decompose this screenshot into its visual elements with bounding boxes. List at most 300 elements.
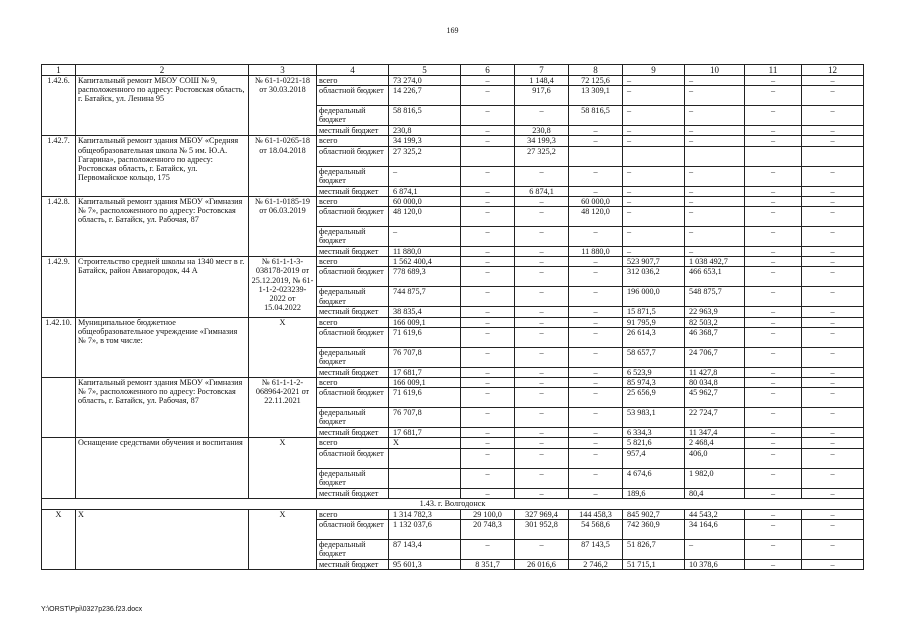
value-cell: – xyxy=(569,377,623,387)
funding-source-label: областной бюджет xyxy=(317,207,389,227)
value-cell: – xyxy=(745,76,802,86)
value-cell: – xyxy=(685,86,745,106)
value-cell: – xyxy=(461,428,515,438)
value-cell: 80 034,8 xyxy=(685,377,745,387)
value-cell: 26 016,6 xyxy=(515,559,569,569)
funding-source-label: федеральный бюджет xyxy=(317,227,389,247)
value-cell: – xyxy=(515,317,569,327)
value-cell: 22 963,9 xyxy=(685,307,745,317)
value-cell: 301 952,8 xyxy=(515,519,569,539)
item-document: № 61-1-0265-18 от 18.04.2018 xyxy=(249,136,317,196)
item-name: Капитальный ремонт здания МБОУ «Гимназия № 7», расположенного по адресу: Ростовская область, г. Батайск, ул. Рабочая, 87 xyxy=(76,377,249,437)
value-cell: – xyxy=(569,428,623,438)
value-cell: – xyxy=(802,468,864,488)
value-cell: 54 568,6 xyxy=(569,519,623,539)
value-cell: 2 746,2 xyxy=(569,559,623,569)
value-cell: – xyxy=(461,468,515,488)
value-cell: – xyxy=(461,287,515,307)
value-cell: – xyxy=(802,136,864,146)
value-cell: – xyxy=(569,186,623,196)
value-cell: 548 875,7 xyxy=(685,287,745,307)
value-cell: 6 334,3 xyxy=(623,428,685,438)
value-cell: 17 681,7 xyxy=(389,428,461,438)
funding-source-label: всего xyxy=(317,76,389,86)
value-cell: – xyxy=(515,307,569,317)
value-cell: – xyxy=(461,207,515,227)
value-cell: 5 821,6 xyxy=(623,438,685,448)
value-cell: – xyxy=(461,227,515,247)
value-cell: – xyxy=(461,196,515,206)
value-cell: – xyxy=(623,106,685,126)
value-cell: 1 148,4 xyxy=(515,76,569,86)
value-cell: – xyxy=(515,377,569,387)
value-cell: – xyxy=(802,76,864,86)
value-cell: – xyxy=(515,196,569,206)
value-cell: – xyxy=(569,257,623,267)
value-cell: 58 816,5 xyxy=(389,106,461,126)
column-header: 5 xyxy=(389,65,461,76)
value-cell: 1 314 782,3 xyxy=(389,509,461,519)
value-cell: – xyxy=(802,388,864,408)
value-cell: – xyxy=(623,136,685,146)
item-document: X xyxy=(249,438,317,498)
value-cell xyxy=(569,146,623,166)
item-document: X xyxy=(249,317,317,377)
item-number xyxy=(42,377,76,437)
value-cell: – xyxy=(569,126,623,136)
column-header: 8 xyxy=(569,65,623,76)
value-cell: – xyxy=(802,207,864,227)
value-cell: – xyxy=(515,327,569,347)
value-cell: – xyxy=(802,367,864,377)
value-cell: – xyxy=(461,267,515,287)
table-row xyxy=(42,438,864,448)
item-name: X xyxy=(76,509,249,569)
value-cell: – xyxy=(685,207,745,227)
funding-source-label: областной бюджет xyxy=(317,519,389,539)
value-cell: 44 543,2 xyxy=(685,509,745,519)
funding-source-label: всего xyxy=(317,317,389,327)
value-cell: 85 974,3 xyxy=(623,377,685,387)
value-cell: 4 674,6 xyxy=(623,468,685,488)
value-cell: – xyxy=(461,136,515,146)
value-cell: 6 523,9 xyxy=(623,367,685,377)
value-cell: – xyxy=(745,317,802,327)
value-cell: – xyxy=(802,186,864,196)
funding-source-label: областной бюджет xyxy=(317,146,389,166)
value-cell: 76 707,8 xyxy=(389,347,461,367)
value-cell: – xyxy=(745,377,802,387)
item-name: Капитальный ремонт МБОУ СОШ № 9, расположенного по адресу: Ростовская область, г. Батайск, ул. Ленина 95 xyxy=(76,76,249,136)
value-cell: – xyxy=(569,488,623,498)
value-cell: 34 199,3 xyxy=(389,136,461,146)
value-cell: – xyxy=(745,347,802,367)
item-number: 1.42.8. xyxy=(42,196,76,256)
funding-source-label: всего xyxy=(317,257,389,267)
value-cell: 46 368,7 xyxy=(685,327,745,347)
value-cell: – xyxy=(515,247,569,257)
column-header: 2 xyxy=(76,65,249,76)
column-header-row xyxy=(42,65,864,76)
funding-source-label: всего xyxy=(317,438,389,448)
value-cell: – xyxy=(802,287,864,307)
item-number: 1.42.10. xyxy=(42,317,76,377)
funding-source-label: местный бюджет xyxy=(317,488,389,498)
funding-source-label: всего xyxy=(317,377,389,387)
value-cell: – xyxy=(745,166,802,186)
value-cell: 48 120,0 xyxy=(569,207,623,227)
column-header: 4 xyxy=(317,65,389,76)
value-cell: – xyxy=(745,126,802,136)
value-cell: 91 795,9 xyxy=(623,317,685,327)
value-cell: – xyxy=(515,488,569,498)
value-cell: 327 969,4 xyxy=(515,509,569,519)
value-cell: 8 351,7 xyxy=(461,559,515,569)
value-cell: – xyxy=(461,539,515,559)
value-cell: – xyxy=(685,227,745,247)
value-cell: 230,8 xyxy=(515,126,569,136)
funding-source-label: федеральный бюджет xyxy=(317,408,389,428)
value-cell: – xyxy=(461,86,515,106)
value-cell: – xyxy=(745,519,802,539)
value-cell: 15 871,5 xyxy=(623,307,685,317)
column-header: 11 xyxy=(745,65,802,76)
value-cell: – xyxy=(515,367,569,377)
value-cell: – xyxy=(685,539,745,559)
funding-source-label: областной бюджет xyxy=(317,267,389,287)
value-cell: – xyxy=(685,136,745,146)
value-cell: – xyxy=(461,448,515,468)
value-cell: – xyxy=(569,307,623,317)
value-cell: 60 000,0 xyxy=(389,196,461,206)
value-cell: 95 601,3 xyxy=(389,559,461,569)
value-cell: 466 653,1 xyxy=(685,267,745,287)
value-cell: – xyxy=(802,559,864,569)
value-cell: – xyxy=(745,186,802,196)
value-cell: – xyxy=(569,448,623,468)
value-cell: 13 309,1 xyxy=(569,86,623,106)
value-cell: – xyxy=(515,287,569,307)
value-cell: – xyxy=(569,367,623,377)
value-cell: 34 199,3 xyxy=(515,136,569,146)
value-cell: – xyxy=(745,428,802,438)
value-cell: – xyxy=(569,347,623,367)
value-cell xyxy=(685,146,745,166)
item-name: Капитальный ремонт здания МБОУ «Средняя общеобразовательная школа № 5 им. Ю.А. Гагарина», расположенного по адресу: Ростовская область, г. Батайск, ул. Первомайское кольцо, 175 xyxy=(76,136,249,196)
value-cell: – xyxy=(461,247,515,257)
funding-source-label: всего xyxy=(317,509,389,519)
value-cell: – xyxy=(515,227,569,247)
value-cell: – xyxy=(745,559,802,569)
item-document: № 61-1-1-2-068964-2021 от 22.11.2021 xyxy=(249,377,317,437)
value-cell: – xyxy=(802,509,864,519)
funding-source-label: местный бюджет xyxy=(317,367,389,377)
value-cell: – xyxy=(745,327,802,347)
funding-source-label: федеральный бюджет xyxy=(317,106,389,126)
item-name: Муниципальное бюджетное общеобразовательное учреждение «Гимназия № 7», в том числе: xyxy=(76,317,249,377)
funding-source-label: местный бюджет xyxy=(317,559,389,569)
value-cell: 51 826,7 xyxy=(623,539,685,559)
value-cell: 1 982,0 xyxy=(685,468,745,488)
value-cell: – xyxy=(802,166,864,186)
value-cell: – xyxy=(802,327,864,347)
footer-file-path: Y:\ORST\Ppi\0327p236.f23.docx xyxy=(41,606,143,613)
value-cell: – xyxy=(745,106,802,126)
value-cell: – xyxy=(461,186,515,196)
value-cell: – xyxy=(569,136,623,146)
value-cell: – xyxy=(802,519,864,539)
value-cell: – xyxy=(389,166,461,186)
value-cell: – xyxy=(802,196,864,206)
value-cell: – xyxy=(802,428,864,438)
value-cell: 53 983,1 xyxy=(623,408,685,428)
value-cell: – xyxy=(745,388,802,408)
value-cell: 196 000,0 xyxy=(623,287,685,307)
value-cell: 72 125,6 xyxy=(569,76,623,86)
value-cell: 29 100,0 xyxy=(461,509,515,519)
value-cell: – xyxy=(685,247,745,257)
value-cell: – xyxy=(515,408,569,428)
column-header: 10 xyxy=(685,65,745,76)
value-cell: 1 132 037,6 xyxy=(389,519,461,539)
value-cell: – xyxy=(515,448,569,468)
value-cell: 189,6 xyxy=(623,488,685,498)
value-cell: – xyxy=(745,367,802,377)
value-cell: – xyxy=(623,166,685,186)
value-cell: – xyxy=(623,207,685,227)
value-cell: X xyxy=(389,438,461,448)
page-number: 169 xyxy=(446,26,459,35)
value-cell: 406,0 xyxy=(685,448,745,468)
item-name: Оснащение средствами обучения и воспитания xyxy=(76,438,249,498)
value-cell: – xyxy=(802,377,864,387)
column-header: 12 xyxy=(802,65,864,76)
value-cell: 312 036,2 xyxy=(623,267,685,287)
value-cell: 11 427,8 xyxy=(685,367,745,377)
value-cell: – xyxy=(461,166,515,186)
value-cell: – xyxy=(569,317,623,327)
value-cell: – xyxy=(745,438,802,448)
value-cell: 11 880,0 xyxy=(569,247,623,257)
item-document: № 61-1-0185-19 от 06.03.2019 xyxy=(249,196,317,256)
value-cell: 73 274,0 xyxy=(389,76,461,86)
value-cell xyxy=(745,146,802,166)
value-cell: – xyxy=(515,257,569,267)
value-cell: – xyxy=(685,186,745,196)
column-header: 9 xyxy=(623,65,685,76)
value-cell: 24 706,7 xyxy=(685,347,745,367)
funding-source-label: областной бюджет xyxy=(317,327,389,347)
value-cell: – xyxy=(802,408,864,428)
value-cell: 230,8 xyxy=(389,126,461,136)
value-cell: – xyxy=(515,207,569,227)
funding-source-label: федеральный бюджет xyxy=(317,539,389,559)
value-cell: – xyxy=(802,539,864,559)
value-cell: – xyxy=(461,367,515,377)
funding-source-label: местный бюджет xyxy=(317,126,389,136)
funding-source-label: областной бюджет xyxy=(317,86,389,106)
value-cell: – xyxy=(745,257,802,267)
column-header: 1 xyxy=(42,65,76,76)
value-cell: – xyxy=(802,438,864,448)
value-cell: – xyxy=(569,438,623,448)
value-cell: – xyxy=(623,76,685,86)
value-cell xyxy=(389,468,461,488)
value-cell: – xyxy=(685,166,745,186)
value-cell: 87 143,4 xyxy=(389,539,461,559)
item-document: X xyxy=(249,509,317,569)
value-cell: – xyxy=(515,267,569,287)
funding-source-label: федеральный бюджет xyxy=(317,166,389,186)
value-cell: – xyxy=(745,247,802,257)
value-cell: 166 009,1 xyxy=(389,317,461,327)
section-row xyxy=(42,498,864,509)
value-cell: 917,6 xyxy=(515,86,569,106)
funding-source-label: местный бюджет xyxy=(317,186,389,196)
value-cell: – xyxy=(623,126,685,136)
section-title: 1.43. г. Волгодонск xyxy=(42,498,864,509)
value-cell: – xyxy=(389,227,461,247)
table-row xyxy=(42,76,864,86)
value-cell: 22 724,7 xyxy=(685,408,745,428)
value-cell: 25 656,9 xyxy=(623,388,685,408)
item-number: X xyxy=(42,509,76,569)
value-cell: 957,4 xyxy=(623,448,685,468)
value-cell: 523 907,7 xyxy=(623,257,685,267)
value-cell: 1 562 400,4 xyxy=(389,257,461,267)
value-cell: – xyxy=(515,106,569,126)
funding-source-label: всего xyxy=(317,136,389,146)
funding-source-label: областной бюджет xyxy=(317,448,389,468)
value-cell: – xyxy=(461,126,515,136)
value-cell: – xyxy=(569,166,623,186)
funding-source-label: всего xyxy=(317,196,389,206)
value-cell: 82 503,2 xyxy=(685,317,745,327)
value-cell: – xyxy=(745,509,802,519)
value-cell: – xyxy=(685,196,745,206)
value-cell: – xyxy=(745,539,802,559)
column-header: 6 xyxy=(461,65,515,76)
value-cell: – xyxy=(802,257,864,267)
value-cell: – xyxy=(802,317,864,327)
value-cell: – xyxy=(569,287,623,307)
value-cell: – xyxy=(461,408,515,428)
item-number: 1.42.9. xyxy=(42,257,76,317)
value-cell: – xyxy=(745,86,802,106)
value-cell: – xyxy=(461,257,515,267)
value-cell: 60 000,0 xyxy=(569,196,623,206)
value-cell: 20 748,3 xyxy=(461,519,515,539)
funding-source-label: областной бюджет xyxy=(317,388,389,408)
value-cell: 744 875,7 xyxy=(389,287,461,307)
funding-source-label: федеральный бюджет xyxy=(317,347,389,367)
value-cell: – xyxy=(685,126,745,136)
value-cell: – xyxy=(461,377,515,387)
value-cell: – xyxy=(461,327,515,347)
funding-source-label: местный бюджет xyxy=(317,307,389,317)
item-number: 1.42.6. xyxy=(42,76,76,136)
value-cell: – xyxy=(515,347,569,367)
value-cell: – xyxy=(623,247,685,257)
value-cell: 80,4 xyxy=(685,488,745,498)
funding-source-label: местный бюджет xyxy=(317,247,389,257)
value-cell: – xyxy=(569,267,623,287)
value-cell: – xyxy=(461,488,515,498)
value-cell: – xyxy=(802,267,864,287)
item-name: Капитальный ремонт здания МБОУ «Гимназия № 7», расположенного по адресу: Ростовская область, г. Батайск, ул. Рабочая, 87 xyxy=(76,196,249,256)
value-cell: 58 657,7 xyxy=(623,347,685,367)
value-cell: – xyxy=(623,227,685,247)
value-cell: – xyxy=(802,448,864,468)
value-cell: 6 874,1 xyxy=(515,186,569,196)
value-cell: 10 378,6 xyxy=(685,559,745,569)
value-cell: – xyxy=(745,408,802,428)
value-cell: – xyxy=(802,347,864,367)
value-cell: – xyxy=(515,438,569,448)
value-cell: 87 143,5 xyxy=(569,539,623,559)
value-cell: 11 880,0 xyxy=(389,247,461,257)
value-cell: – xyxy=(569,468,623,488)
value-cell: – xyxy=(623,86,685,106)
value-cell: – xyxy=(569,388,623,408)
value-cell: – xyxy=(461,388,515,408)
value-cell: – xyxy=(515,468,569,488)
value-cell: 845 902,7 xyxy=(623,509,685,519)
value-cell: – xyxy=(685,76,745,86)
value-cell: 778 689,3 xyxy=(389,267,461,287)
table-row xyxy=(42,196,864,206)
value-cell: 51 715,1 xyxy=(623,559,685,569)
budget-table xyxy=(41,64,864,570)
value-cell xyxy=(802,146,864,166)
funding-source-label: федеральный бюджет xyxy=(317,468,389,488)
value-cell: 71 619,6 xyxy=(389,327,461,347)
value-cell: – xyxy=(461,438,515,448)
value-cell: – xyxy=(802,126,864,136)
value-cell: – xyxy=(802,488,864,498)
column-header: 3 xyxy=(249,65,317,76)
value-cell: 17 681,7 xyxy=(389,367,461,377)
value-cell: – xyxy=(569,227,623,247)
value-cell: – xyxy=(685,106,745,126)
value-cell: 38 835,4 xyxy=(389,307,461,317)
value-cell: 76 707,8 xyxy=(389,408,461,428)
table-row xyxy=(42,257,864,267)
value-cell: – xyxy=(569,327,623,347)
value-cell: – xyxy=(802,106,864,126)
value-cell: 1 038 492,7 xyxy=(685,257,745,267)
value-cell: – xyxy=(745,136,802,146)
value-cell: – xyxy=(623,186,685,196)
value-cell: 742 360,9 xyxy=(623,519,685,539)
value-cell: – xyxy=(461,347,515,367)
value-cell: 144 458,3 xyxy=(569,509,623,519)
value-cell: 71 619,6 xyxy=(389,388,461,408)
value-cell: – xyxy=(802,247,864,257)
item-name: Строительство средней школы на 1340 мест в г. Батайск, район Авиагородок, 44 А xyxy=(76,257,249,317)
value-cell: – xyxy=(461,317,515,327)
table-row xyxy=(42,136,864,146)
table-row xyxy=(42,317,864,327)
item-document: № 61-1-0221-18 от 30.03.2018 xyxy=(249,76,317,136)
value-cell: 14 226,7 xyxy=(389,86,461,106)
value-cell: 27 325,2 xyxy=(515,146,569,166)
table-row xyxy=(42,377,864,387)
funding-source-label: федеральный бюджет xyxy=(317,287,389,307)
value-cell: 6 874,1 xyxy=(389,186,461,196)
value-cell: 45 962,7 xyxy=(685,388,745,408)
value-cell: 58 816,5 xyxy=(569,106,623,126)
